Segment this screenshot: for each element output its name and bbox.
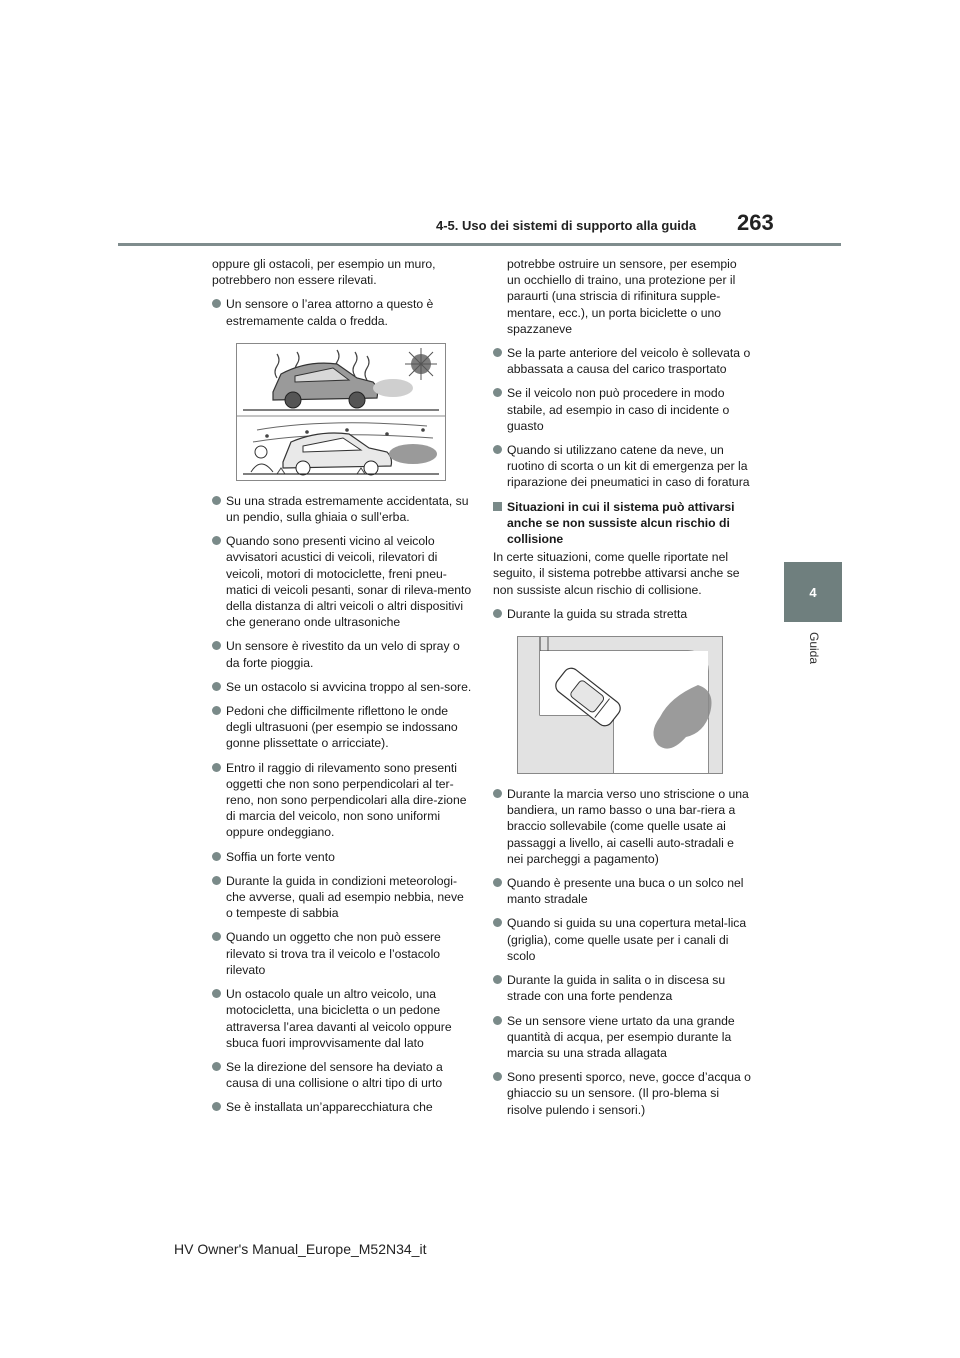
- bullet-icon: [212, 876, 221, 885]
- list-item-text: Durante la guida su strada stretta: [507, 606, 688, 621]
- bullet-icon: [212, 1062, 221, 1071]
- bullet-icon: [212, 1102, 221, 1111]
- list-item-text: Se la direzione del sensore ha deviato a causa di una collisione o altri tipo di urto: [226, 1059, 443, 1091]
- header-rule: [118, 243, 841, 246]
- bullet-icon: [212, 852, 221, 861]
- left-column: [212, 256, 472, 1124]
- list-item: [212, 873, 472, 922]
- list-item: [493, 1069, 753, 1118]
- chapter-tab: 4: [784, 562, 842, 622]
- list-item-text: Quando un oggetto che non può essere rilevato si trova tra il veicolo e l’ostacolo rilevato: [226, 930, 441, 977]
- bullet-icon: [493, 789, 502, 798]
- list-item: [212, 760, 472, 841]
- list-item: [212, 703, 472, 752]
- bullet-icon: [493, 348, 502, 357]
- bullet-icon: [212, 641, 221, 650]
- list-item-text: Durante la guida in salita o in discesa su strade con una forte pendenza: [507, 973, 726, 1004]
- list-item: [212, 493, 472, 525]
- bullet-icon: [212, 763, 221, 772]
- bullet-icon: [212, 496, 221, 505]
- narrow-road-illustration: [517, 636, 723, 774]
- cold-scene: [243, 423, 439, 475]
- list-item-text: Se un sensore viene urtato da una grande quantità di acqua, per esempio durante la marcia su una strada allagata: [507, 1013, 735, 1060]
- list-item: [493, 972, 753, 1004]
- section-heading: [493, 499, 753, 548]
- list-item-text: Durante la marcia verso uno striscione o una bandiera, un ramo basso o una bar-riera a braccio sollevabile (come quelle usate ai passaggi a livello, ai caselli auto-stradali e nei parcheggi a pagamento): [507, 787, 749, 866]
- bullet-icon: [212, 706, 221, 715]
- list-item-text: Soffia un forte vento: [226, 849, 335, 864]
- list-item: [493, 915, 753, 964]
- list-item: [212, 1099, 472, 1115]
- bullet-icon: [212, 536, 221, 545]
- sensor-temperature-figure: [237, 344, 445, 480]
- list-item: [212, 929, 472, 978]
- list-item: [493, 345, 753, 377]
- list-item-text: Entro il raggio di rilevamento sono presenti oggetti che non sono perpendicolari al ter-reno, non sono perpendicolari alla dire-zione di marcia del veicolo, non sono uniformi oppure ondeggiano.: [226, 760, 467, 840]
- list-item: [212, 1059, 472, 1091]
- list-item: [212, 533, 472, 630]
- left-items-bottom: [212, 493, 472, 1116]
- bullet-icon: [493, 975, 502, 984]
- list-item-text: Se un ostacolo si avvicina troppo al sen-sore.: [226, 679, 472, 694]
- left-items-top: [212, 296, 472, 328]
- list-item: [212, 296, 472, 328]
- section-intro: In certe situazioni, come quelle riportate nel seguito, il sistema potrebbe attivarsi anche se non sussiste alcun rischio di collisione.: [493, 550, 740, 597]
- list-item-text: Se la parte anteriore del veicolo è sollevata o abbassata a causa del carico trasportato: [507, 346, 751, 377]
- list-item: [493, 1013, 753, 1062]
- left-intro-text: oppure gli ostacoli, per esempio un muro, potrebbero non essere rilevati.: [212, 257, 436, 288]
- bullet-icon: [493, 445, 502, 454]
- bullet-icon: [212, 299, 221, 308]
- list-item: [212, 849, 472, 865]
- list-item-text: Durante la guida in condizioni meteorologi-che avverse, quali ad esempio nebbia, neve o tempeste di sabbia: [226, 873, 464, 921]
- list-item: [212, 986, 472, 1051]
- square-bullet-icon: [493, 502, 502, 511]
- section-header: 4-5. Uso dei sistemi di supporto alla guida: [436, 218, 697, 233]
- bullet-icon: [493, 918, 502, 927]
- list-item-text: Un ostacolo quale un altro veicolo, una motocicletta, una bicicletta o un pedone attraversa l’area davanti al veicolo oppure sbuca fuori improvvisamente dal lato: [226, 987, 452, 1050]
- right-column: [493, 256, 753, 1126]
- narrow-road-figure: [518, 637, 722, 773]
- list-item-text: Sono presenti sporco, neve, gocce d’acqua o ghiaccio su un sensore. (Il pro-blema si risolve pulendo i sensori.): [507, 1070, 751, 1117]
- hot-scene: [243, 348, 439, 410]
- bullet-icon: [212, 989, 221, 998]
- page-number: 263: [737, 210, 774, 235]
- bullet-icon: [493, 878, 502, 887]
- list-item: [212, 638, 472, 670]
- list-item: [493, 786, 753, 867]
- bullet-icon: [493, 1072, 502, 1081]
- list-item-text: Quando si utilizzano catene da neve, un ruotino di scorta o un kit di emergenza per la riparazione dei pneumatici in caso di foratura: [507, 443, 750, 490]
- list-item: [493, 875, 753, 907]
- bullet-icon: [212, 682, 221, 691]
- bullet-icon: [493, 609, 502, 618]
- bullet-icon: [493, 388, 502, 397]
- list-item: [493, 606, 753, 622]
- list-item-text: Quando è presente una buca o un solco nel manto stradale: [507, 876, 744, 907]
- footer-text: HV Owner's Manual_Europe_M52N34_it: [174, 1241, 427, 1257]
- list-item-text: Quando sono presenti vicino al veicolo avvisatori acustici di veicoli, rilevatori di veicoli, motori di motociclette, freni pneu-matici di veicoli pesanti, sonar di rileva-mento della distanza di altri veicoli o altri dispositivi che generano onde ultrasoniche: [226, 534, 472, 630]
- hot-cold-sensor-illustration: [236, 343, 446, 481]
- list-item: [493, 442, 753, 491]
- list-item-text: Su una strada estremamente accidentata, su un pendio, sulla ghiaia o sull’erba.: [226, 493, 469, 525]
- bullet-icon: [212, 932, 221, 941]
- list-item-text: Un sensore o l’area attorno a questo è estremamente calda o fredda.: [226, 297, 434, 328]
- list-item-text: Se il veicolo non può procedere in modo stabile, ad esempio in caso di incidente o guasto: [507, 386, 730, 433]
- section-heading-text: Situazioni in cui il sistema può attivarsi anche se non sussiste alcun rischio di collisione: [507, 499, 735, 547]
- right-continuation-text: potrebbe ostruire un sensore, per esempio un occhiello di traino, una protezione per il paraurti (una striscia di rifinitura supple-mentare, ecc.), un porta biciclette o uno spazzaneve: [507, 257, 737, 336]
- bullet-icon: [493, 1016, 502, 1025]
- list-item-text: Quando si guida su una copertura metal-lica (griglia), come quelle usate per i canali di scolo: [507, 916, 747, 963]
- list-item-text: Se è installata un’apparecchiatura che: [226, 1100, 433, 1115]
- list-item: [212, 679, 472, 695]
- list-item-text: Un sensore è rivestito da un velo di spray o da forte pioggia.: [226, 639, 460, 670]
- list-item-text: Pedoni che difficilmente riflettono le onde degli ultrasuoni (per esempio se indossano gonne plissettate o arricciate).: [226, 704, 458, 751]
- chapter-label: Guida: [807, 632, 821, 665]
- list-item: [493, 385, 753, 434]
